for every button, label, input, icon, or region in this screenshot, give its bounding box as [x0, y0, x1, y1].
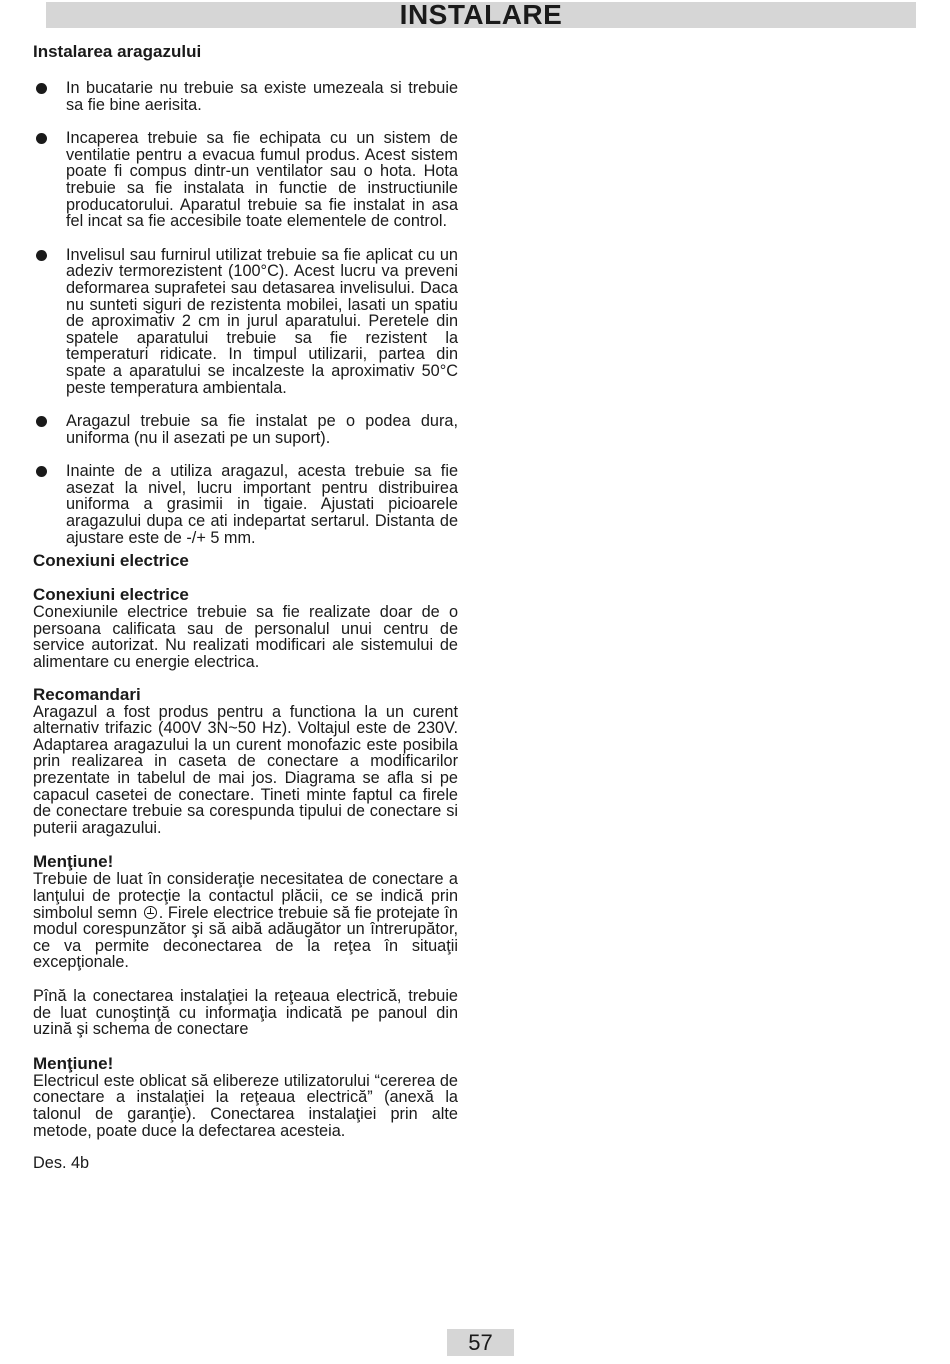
- note-paragraph-2: Electricul este oblicat să elibereze utilizatorului “cererea de conectare a instalaţiei la reţeaua electrică” (anexă la talonul de garanţie). Conectarea instalaţiei prin alte metode, poate duce la defectarea acesteia.: [33, 1071, 458, 1140]
- electrical-paragraph: Conexiunile electrice trebuie sa fie realizate doar de o persoana calificata sau de personalul unui centru de service autorizat. Nu realizati modificari ale sistemului de alimentare cu energie electrica.: [33, 603, 458, 672]
- bullet-item: [33, 130, 458, 230]
- electrical-section-heading: Conexiuni electrice: [33, 551, 189, 571]
- bullet-text: Incaperea trebuie sa fie echipata cu un sistem de ventilatie pentru a evacua fumul produs. Acest sistem poate fi compus dintr-un ventilator sau o hota. Hota trebuie sa fie instalata in functie de instructiunile producatorului. Aparatul trebuie sa fie instalat in asa fel incat sa fie accesibile toate elementele de control.: [66, 129, 458, 231]
- note-heading-2: Menţiune!: [33, 1053, 114, 1073]
- figure-label: Des. 4b: [33, 1154, 90, 1173]
- electrical-subheading: Conexiuni electrice: [33, 585, 189, 605]
- page-title: INSTALARE: [399, 0, 563, 30]
- bullet-text: Inainte de a utiliza aragazul, acesta trebuie sa fie asezat la nivel, lucru important pentru distribuirea uniforma a grasimii in tigaie. Ajustati picioarele aragazului dupa ce ati indepartat sertarul. Distanta de ajustare este de -/+ 5 mm.: [66, 462, 458, 547]
- bullet-text: Aragazul trebuie sa fie instalat pe o podea dura, uniforma (nu il asezati pe un suport).: [66, 412, 458, 447]
- note-text-part-1: Trebuie de luat în consideraţie necesitatea de conectare a lanţului de protecţie la contactul plăcii, ce se indică prin simbolul semn: [33, 870, 458, 922]
- bullet-item: [33, 80, 458, 113]
- note-text-part-2: . Firele electrice trebuie să fie protejate în modul corespunzător şi să aibă adăugător un întrerupător, ce va permite deconectarea de la reţea în situaţii excepţionale.: [33, 903, 458, 972]
- installation-heading: Instalarea aragazului: [33, 42, 202, 61]
- bullet-item: [33, 413, 458, 446]
- bullet-dot-icon: [36, 133, 47, 144]
- recommendations-heading: Recomandari: [33, 684, 141, 704]
- bullet-dot-icon: [36, 416, 47, 427]
- bullet-dot-icon: [36, 466, 47, 477]
- ground-symbol-icon: [144, 906, 157, 919]
- header-bar: [46, 2, 916, 28]
- installation-bullet-list: [33, 80, 458, 546]
- bullet-item: [33, 463, 458, 546]
- bullet-dot-icon: [36, 83, 47, 94]
- bullet-text: In bucatarie nu trebuie sa existe umezeala si trebuie sa fie bine aerisita.: [66, 79, 458, 114]
- main-column: [33, 42, 458, 1172]
- recommendations-paragraph: Aragazul a fost produs pentru a functiona la un curent alternativ trifazic (400V 3N~50 Hz). Voltajul este de 230V. Adaptarea aragazului la un curent monofazic este posibila prin realizarea in caseta de conectare a modificarilor prezentate in tabelul de mai jos. Diagrama se afla si pe capacul casetei de conectare. Tineti minte faptul ca firele de conectare trebuie sa corespunda tipului de conectare si puterii aragazului.: [33, 702, 458, 837]
- bullet-dot-icon: [36, 250, 47, 261]
- note-paragraph: [33, 871, 458, 971]
- page-number: 57: [447, 1329, 514, 1356]
- bullet-text: Invelisul sau furnirul utilizat trebuie sa fie aplicat cu un adeziv termorezistent (100°C). Acest lucru va preveni deformarea suprafetei sau detasarea invelisului. Daca nu sunteti siguri de rezistenta mobilei, lasati un spatiu de aproximativ 2 cm in jurul aparatului. Peretele din spatele aparatului trebuie sa fie rezistent la temperaturi ridicate. In timpul utilizarii, partea din spate a aparatului se incalzeste la aproximativ 50°C peste temperatura ambientala.: [66, 245, 458, 397]
- connection-paragraph: Pînă la conectarea instalaţiei la reţeaua electrică, trebuie de luat cunoştinţă cu informaţia indicată pe panoul din uzină şi schema de conectare: [33, 986, 458, 1039]
- bullet-item: [33, 247, 458, 396]
- note-heading: Menţiune!: [33, 852, 114, 872]
